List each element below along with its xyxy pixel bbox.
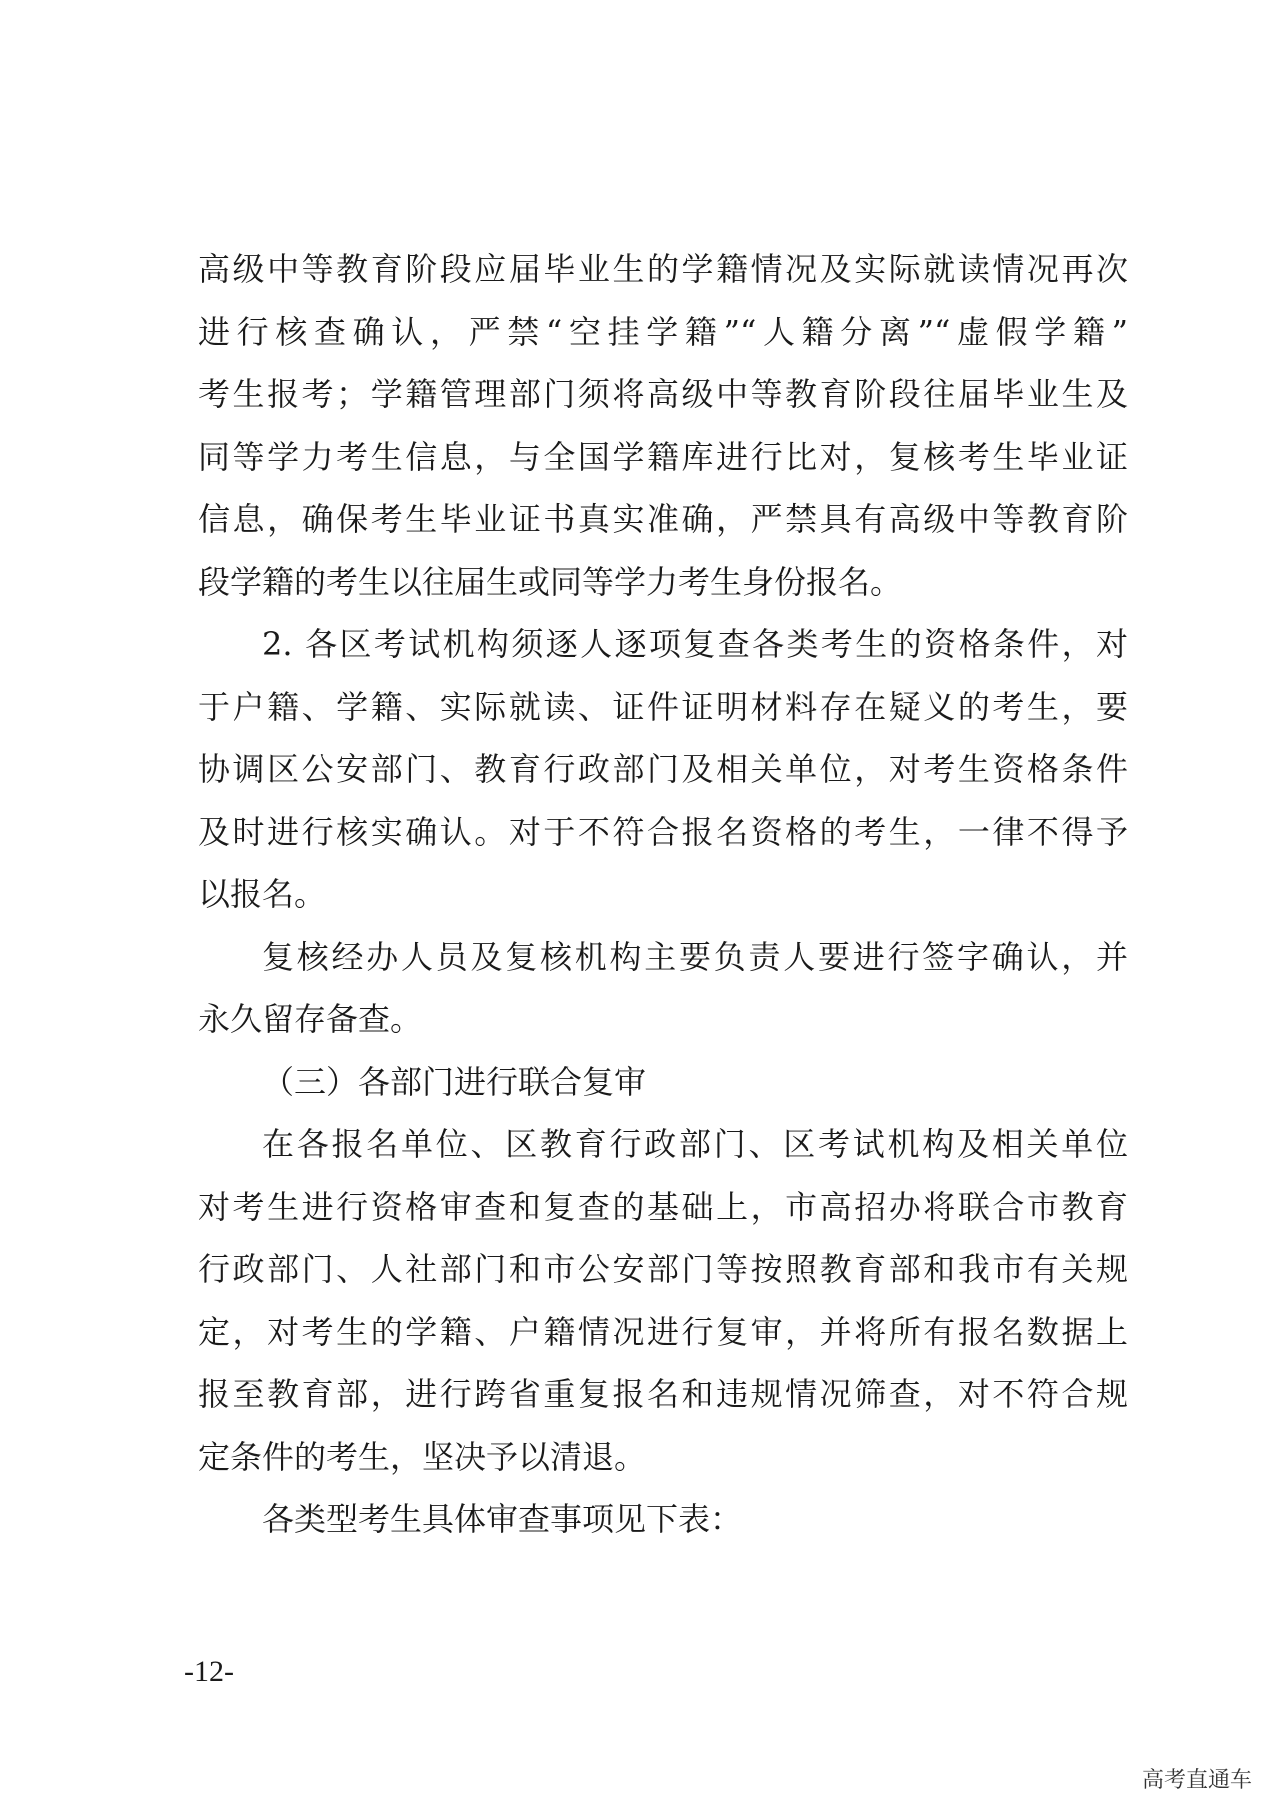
text-line: 复核经办人员及复核机构主要负责人要进行签字确认，并 bbox=[262, 937, 1128, 976]
text-line: 报至教育部，进行跨省重复报名和违规情况筛查，对不符合规 bbox=[198, 1375, 1128, 1413]
watermark-text: 高考直通车 bbox=[1141, 1768, 1252, 1793]
text-line: 考生报考；学籍管理部门须将高级中等教育阶段往届毕业生及 bbox=[198, 375, 1128, 413]
text-line: 及时进行核实确认。对于不符合报名资格的考生，一律不得予 bbox=[198, 812, 1128, 851]
text-line: 进行核查确认，严禁“空挂学籍”“人籍分离”“虚假学籍” bbox=[198, 312, 1128, 351]
text-line: 于户籍、学籍、实际就读、证件证明材料存在疑义的考生，要 bbox=[198, 687, 1128, 726]
document-body bbox=[198, 238, 1128, 1551]
section-heading: （三）各部门进行联合复审 bbox=[262, 1062, 647, 1101]
text-line: 段学籍的考生以往届生或同等学力考生身份报名。 bbox=[198, 562, 903, 601]
text-line: 同等学力考生信息，与全国学籍库进行比对，复核考生毕业证 bbox=[198, 437, 1128, 476]
text-line: 永久留存备查。 bbox=[198, 1000, 423, 1038]
text-line: 定条件的考生，坚决予以清退。 bbox=[198, 1437, 647, 1476]
page-number: -12- bbox=[184, 1655, 234, 1688]
text-line: 对考生进行资格审查和复查的基础上，市高招办将联合市教育 bbox=[198, 1187, 1128, 1226]
text-line: 协调区公安部门、教育行政部门及相关单位，对考生资格条件 bbox=[198, 750, 1128, 788]
text-line: 以报名。 bbox=[198, 875, 327, 913]
text-line: 在各报名单位、区教育行政部门、区考试机构及相关单位 bbox=[262, 1125, 1128, 1163]
text-line: 行政部门、人社部门和市公安部门等按照教育部和我市有关规 bbox=[198, 1250, 1128, 1288]
text-line: 信息，确保考生毕业证书真实准确，严禁具有高级中等教育阶 bbox=[198, 500, 1128, 538]
text-line: 定，对考生的学籍、户籍情况进行复审，并将所有报名数据上 bbox=[198, 1312, 1128, 1351]
text-line: 各类型考生具体审查事项见下表： bbox=[262, 1500, 743, 1538]
text-line: 2. 各区考试机构须逐人逐项复查各类考生的资格条件，对 bbox=[262, 625, 1128, 663]
text-line: 高级中等教育阶段应届毕业生的学籍情况及实际就读情况再次 bbox=[198, 250, 1128, 288]
